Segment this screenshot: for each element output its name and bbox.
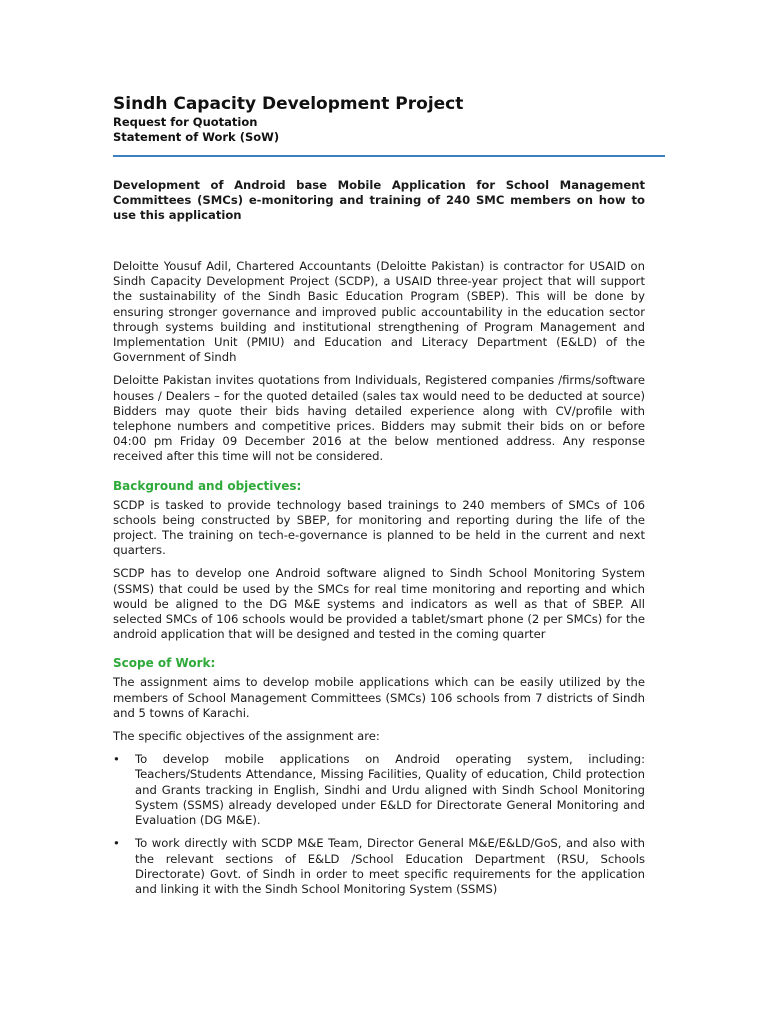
background-heading: Background and objectives: xyxy=(113,478,302,493)
document-subtitle-rfq: Request for Quotation xyxy=(113,115,258,129)
list-item-text: To work directly with SCDP M&E Team, Director General M&E/E&LD/GoS, and also with the relevant sections of E&LD /School Education Department (RSU, Schools Directorate) Govt. of Sindh in order to meet specific requirements for the application and linking it with the Sindh School Monitoring System (SSMS) xyxy=(135,836,645,896)
document-title: Sindh Capacity Development Project xyxy=(113,94,464,114)
scope-paragraph-2: The specific objectives of the assignment are: xyxy=(113,729,380,744)
scope-heading: Scope of Work: xyxy=(113,656,216,671)
project-headline: Development of Android base Mobile Application for School Management Committees (SMCs) e-monitoring and training of 240 SMC members on how to use this application xyxy=(113,178,645,222)
document-page xyxy=(113,93,645,905)
bullet-icon: • xyxy=(113,752,120,767)
intro-paragraph-2: Deloitte Pakistan invites quotations from Individuals, Registered companies /firms/software houses / Dealers – for the quoted detailed (sales tax would need to be deducted at source) Bidders may quote their bids having detailed experience along with CV/profile with telephone numbers and competitive prices. Bidders may submit their bids on or before 04:00 pm Friday 09 December 2016 at the below mentioned address. Any response received after this time will not be considered. xyxy=(113,373,645,464)
scope-paragraph-1: The assignment aims to develop mobile applications which can be easily utilized by the members of School Management Committees (SMCs) 106 schools from 7 districts of Sindh and 5 towns of Karachi. xyxy=(113,675,645,720)
list-item xyxy=(113,836,645,897)
list-item-text: To develop mobile applications on Android operating system, including: Teachers/Students Attendance, Missing Facilities, Quality of education, Child protection and Grants tracking in English, Sindhi and Urdu aligned with Sindh School Monitoring System (SSMS) already developed under E&LD for Directorate General Monitoring and Evaluation (DG M&E). xyxy=(135,752,645,828)
bullet-icon: • xyxy=(113,836,120,851)
header-divider xyxy=(113,155,665,157)
document-subtitle-sow: Statement of Work (SoW) xyxy=(113,130,280,144)
objectives-list xyxy=(113,752,645,897)
background-paragraph-2: SCDP has to develop one Android software aligned to Sindh School Monitoring System (SSMS) that could be used by the SMCs for real time monitoring and reporting and which would be aligned to the DG M&E systems and indicators as well as that of SBEP. All selected SMCs of 106 schools would be provided a tablet/smart phone (2 per SMCs) for the android application that will be designed and tested in the coming quarter xyxy=(113,566,645,642)
list-item xyxy=(113,752,645,828)
intro-paragraph-1: Deloitte Yousuf Adil, Chartered Accountants (Deloitte Pakistan) is contractor for USAID on Sindh Capacity Development Project (SCDP), a USAID three-year project that will support the sustainability of the Sindh Basic Education Program (SBEP). This will be done by ensuring stronger governance and improved public accountability in the education sector through systems building and institutional strengthening of Program Management and Implementation Unit (PMIU) and Education and Literacy Department (E&LD) of the Government of Sindh xyxy=(113,259,645,365)
background-paragraph-1: SCDP is tasked to provide technology based trainings to 240 members of SMCs of 106 schools being constructed by SBEP, for monitoring and reporting during the life of the project. The training on tech-e-governance is planned to be held in the current and next quarters. xyxy=(113,497,645,558)
